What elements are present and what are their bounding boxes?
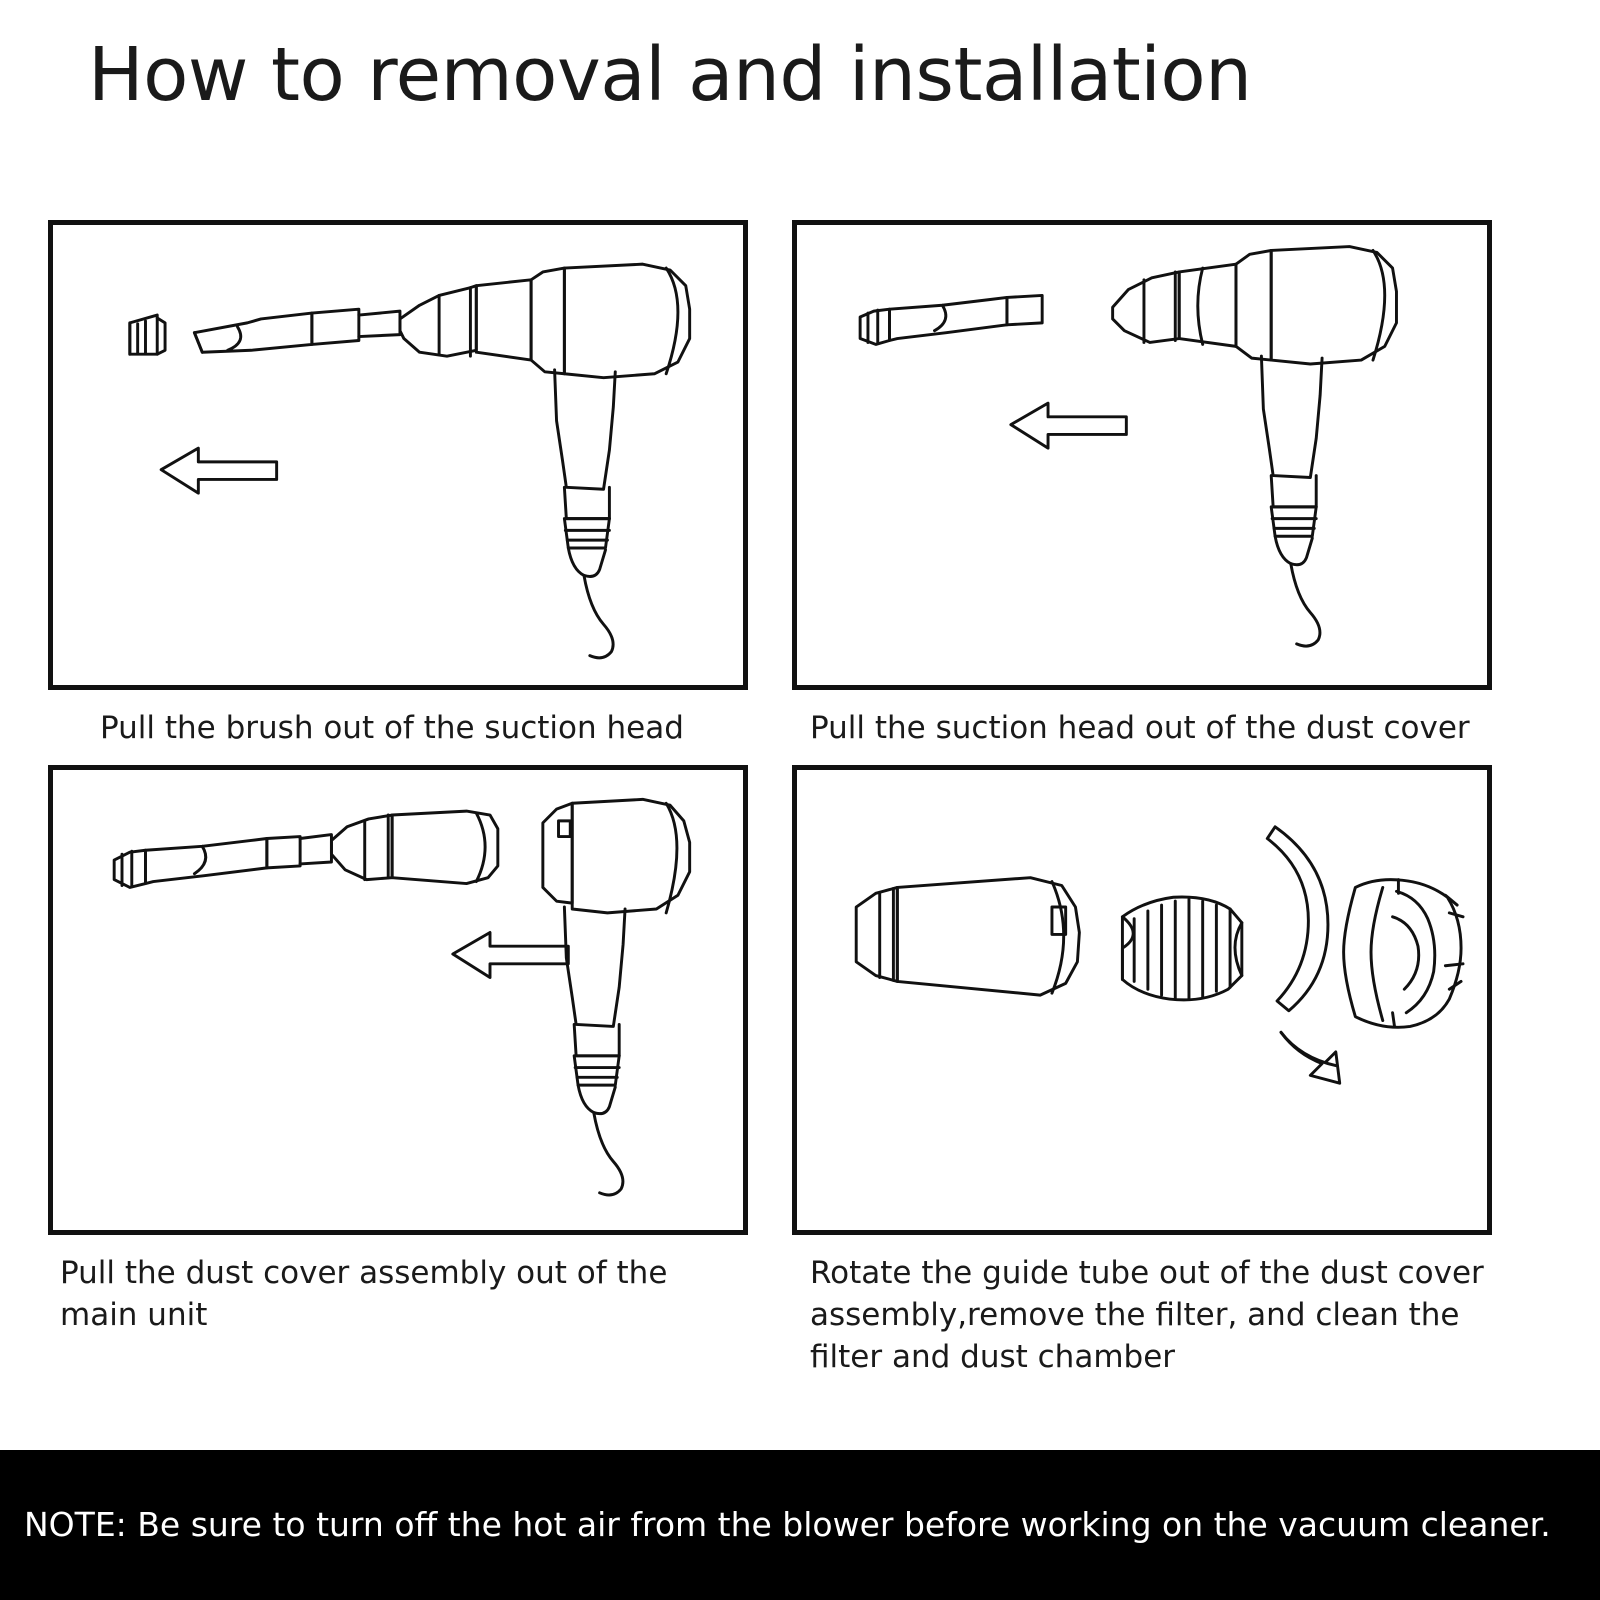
- step-3-caption: Pull the dust cover assembly out of the main unit: [60, 1255, 668, 1333]
- note-text: NOTE: Be sure to turn off the hot air from the blower before working on the vacuum cleaner.: [24, 1504, 1551, 1544]
- vacuum-handle: [1261, 356, 1322, 646]
- step-card-3: [48, 765, 748, 1337]
- brush-tip-icon: [130, 315, 165, 354]
- left-arrow-icon: [161, 448, 276, 493]
- steps-grid: [0, 210, 1600, 1440]
- filter-part: [1122, 897, 1241, 1000]
- step-card-1: [48, 220, 748, 750]
- step-4-figure: [792, 765, 1492, 1235]
- dust-cover-and-body: [1113, 247, 1397, 364]
- suction-head-with-brush-part: [114, 835, 331, 888]
- vacuum-handle: [555, 370, 616, 658]
- note-bar: [0, 1450, 1600, 1600]
- step-card-4: [792, 765, 1492, 1379]
- step-3-figure: [48, 765, 748, 1235]
- step-1-figure: [48, 220, 748, 690]
- step-4-caption: Rotate the guide tube out of the dust cover assembly,remove the filter, and clean the filter and dust chamber: [810, 1255, 1484, 1375]
- main-unit-part: [543, 799, 690, 913]
- rotate-arrow-icon: [1267, 827, 1339, 1083]
- guide-tube-part: [1344, 880, 1463, 1028]
- step-1-caption: Pull the brush out of the suction head: [100, 710, 684, 746]
- step-card-2: [792, 220, 1492, 750]
- step-2-caption: Pull the suction head out of the dust cover: [810, 710, 1470, 746]
- suction-head-with-brush-part: [860, 295, 1042, 344]
- left-arrow-icon: [453, 932, 568, 977]
- left-arrow-icon: [1011, 403, 1126, 448]
- suction-head-part: [194, 309, 400, 352]
- page-title: How to removal and installation: [88, 32, 1252, 118]
- vacuum-body-main: [400, 264, 690, 378]
- dust-cover-assembly-part: [331, 811, 497, 883]
- vacuum-handle: [564, 907, 625, 1195]
- dust-chamber-part: [856, 878, 1079, 995]
- step-2-figure: [792, 220, 1492, 690]
